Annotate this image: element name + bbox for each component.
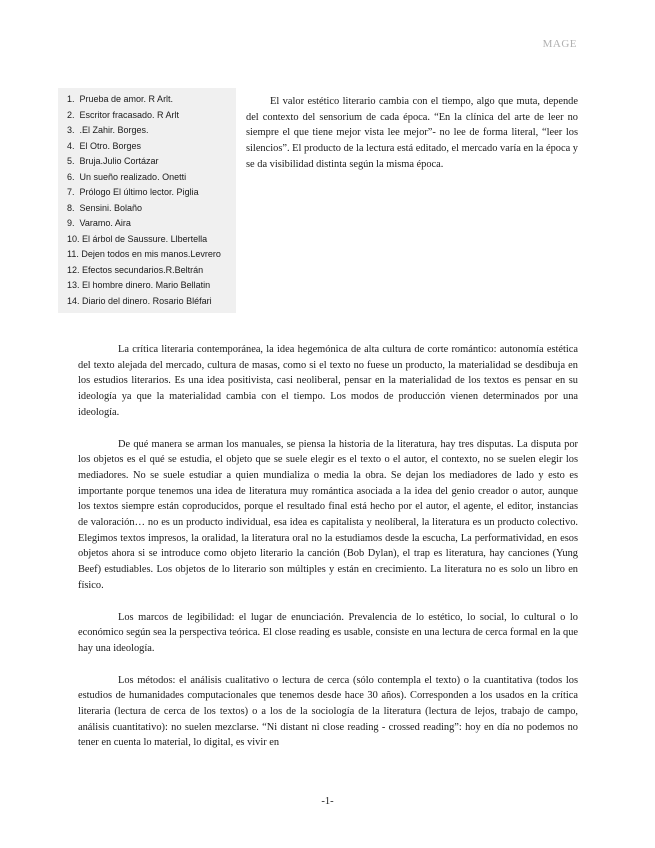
list-item (67, 123, 236, 139)
reading-list (58, 88, 236, 309)
list-item-number: 7. (67, 187, 75, 197)
list-item-text: .El Zahir. Borges. (79, 125, 149, 135)
list-item (67, 232, 236, 248)
list-item-number: 14. (67, 295, 80, 306)
list-item-number: 8. (67, 202, 75, 213)
list-item-number: 12. (67, 264, 80, 275)
list-item-number: 13. (67, 280, 80, 290)
list-item-text: Varamo. Aira (79, 218, 131, 228)
list-item-text: Dejen todos en mis manos.Levrero (81, 249, 221, 259)
paragraph-disputas: De qué manera se arman los manuales, se piensa la historia de la literatura, hay tres disputas. La disputa por los objetos es el qué se estudia, el objeto que se suele elegir es el texto o el autor, el contexto, no se suelen elegir los mediadores. No se suele estudiar a quien mundializa o media la obra. Se dejan los mediadores de lado y esto es importante porque tenemos una idea de literatura muy romántica asociada a la idea del genio creador o autor, aunque los textos siempre están coproducidos, porque el resultado final está hecho por el autor, el agente, el editor, instancias de valoración… no es un producto individual, esa idea es capitalista y neolíberal, la literatura es un producto colectivo. Elegimos textos impresos, la oralidad, la literatura oral no la estudiamos desde la escucha, La performatividad, en esos objetos ahora si se introduce como objeto literario la canción (Bob Dylan), el trap es literatura, hay canciones (Yung Beef) estudiables. Los objetos de lo literario son múltiples y están en crecimiento. La literatura no es solo un libro en físico. (78, 438, 578, 591)
body-text (78, 342, 578, 767)
list-item-text: Diario del dinero. Rosario Bléfari (82, 295, 212, 306)
list-item (67, 263, 236, 279)
list-item (67, 247, 236, 263)
list-item-number: 9. (67, 218, 75, 228)
intro-paragraph: El valor estético literario cambia con el tiempo, algo que muta, depende del contexto del sensorium de cada época. “En la clínica del arte de leer no siempre el que tiene mejor vista lee mejor”- no lee de forma literal, “leer los silencios”. El producto de la lectura está editado, el mercado varía en la época y se da visibilidad distinta según la misma época. (246, 96, 578, 170)
paragraph-metodos: Los métodos: el análisis cualitativo o lectura de cerca (sólo contempla el texto) o la cuantitativa (todos los estudios de humanidades computacionales que tenemos desde hace 30 años). Corresponden a los usados en la crítica literaria (lectura de cerca de los textos) o a los de la sociología de la literatura (lectura de lejos, trabajo de campo, análisis cuantitativo): no suelen mezclarse. “Ni distant ni close reading - crossed reading”: hoy en día no podemos no tener en cuenta lo material, lo digital, es vivir en (78, 674, 578, 749)
list-item-number: 2. (67, 109, 75, 120)
list-item-number: 10. (67, 233, 80, 244)
reading-list-box (58, 88, 236, 313)
list-item (67, 278, 236, 294)
list-item (67, 201, 236, 217)
list-item-text: El hombre dinero. Mario Bellatin (82, 280, 211, 290)
list-item (67, 294, 236, 310)
list-item-number: 3. (67, 125, 75, 135)
list-item (67, 92, 236, 108)
list-item-number: 4. (67, 140, 75, 151)
list-item-text: El árbol de Saussure. Llbertella (82, 233, 208, 244)
page-number: -1- (321, 796, 334, 807)
list-item-number: 11. (67, 249, 79, 259)
list-item-text: Sensini. Bolaño (79, 202, 143, 213)
list-item (67, 185, 236, 201)
list-item (67, 154, 236, 170)
list-item (67, 139, 236, 155)
list-item-number: 1. (67, 94, 75, 104)
list-item (67, 108, 236, 124)
list-item-number: 6. (67, 171, 75, 182)
paragraph-materialidad: La crítica literaria contemporánea, la idea hegemónica de alta cultura de corte romántico: autonomía estética del texto alejada del mercado, cultura de masas, como si el texto no fuese un producto, la materialidad se desdibuja en los estudios literarios. Es una idea positivista, casi neoliberal, pensar en la materialidad de los textos es pensar en su ideología ya que la materialidad cambia con el tiempo. Los modos de producción vienen determinados por una ideología. (78, 344, 578, 418)
list-item-number: 5. (67, 156, 75, 166)
list-item-text: Prólogo El último lector. Piglia (79, 187, 199, 197)
list-item-text: Prueba de amor. R Arlt. (79, 94, 174, 104)
header-mark: MAGE (542, 38, 577, 50)
list-item-text: Escritor fracasado. R Arlt (79, 109, 180, 120)
list-item-text: El Otro. Borges (79, 140, 142, 151)
list-item-text: Bruja.Julio Cortázar (79, 156, 159, 166)
list-item-text: Efectos secundarios.R.Beltrán (82, 264, 204, 275)
list-item (67, 170, 236, 186)
paragraph-marcos: Los marcos de legibilidad: el lugar de enunciación. Prevalencia de lo estético, lo social, lo cultural o lo económico según sea la perspectiva teórica. El close reading es usable, consiste en una lectura de cerca formal en la que hay una ideología. (78, 611, 578, 654)
list-item (67, 216, 236, 232)
list-item-text: Un sueño realizado. Onetti (79, 171, 187, 182)
